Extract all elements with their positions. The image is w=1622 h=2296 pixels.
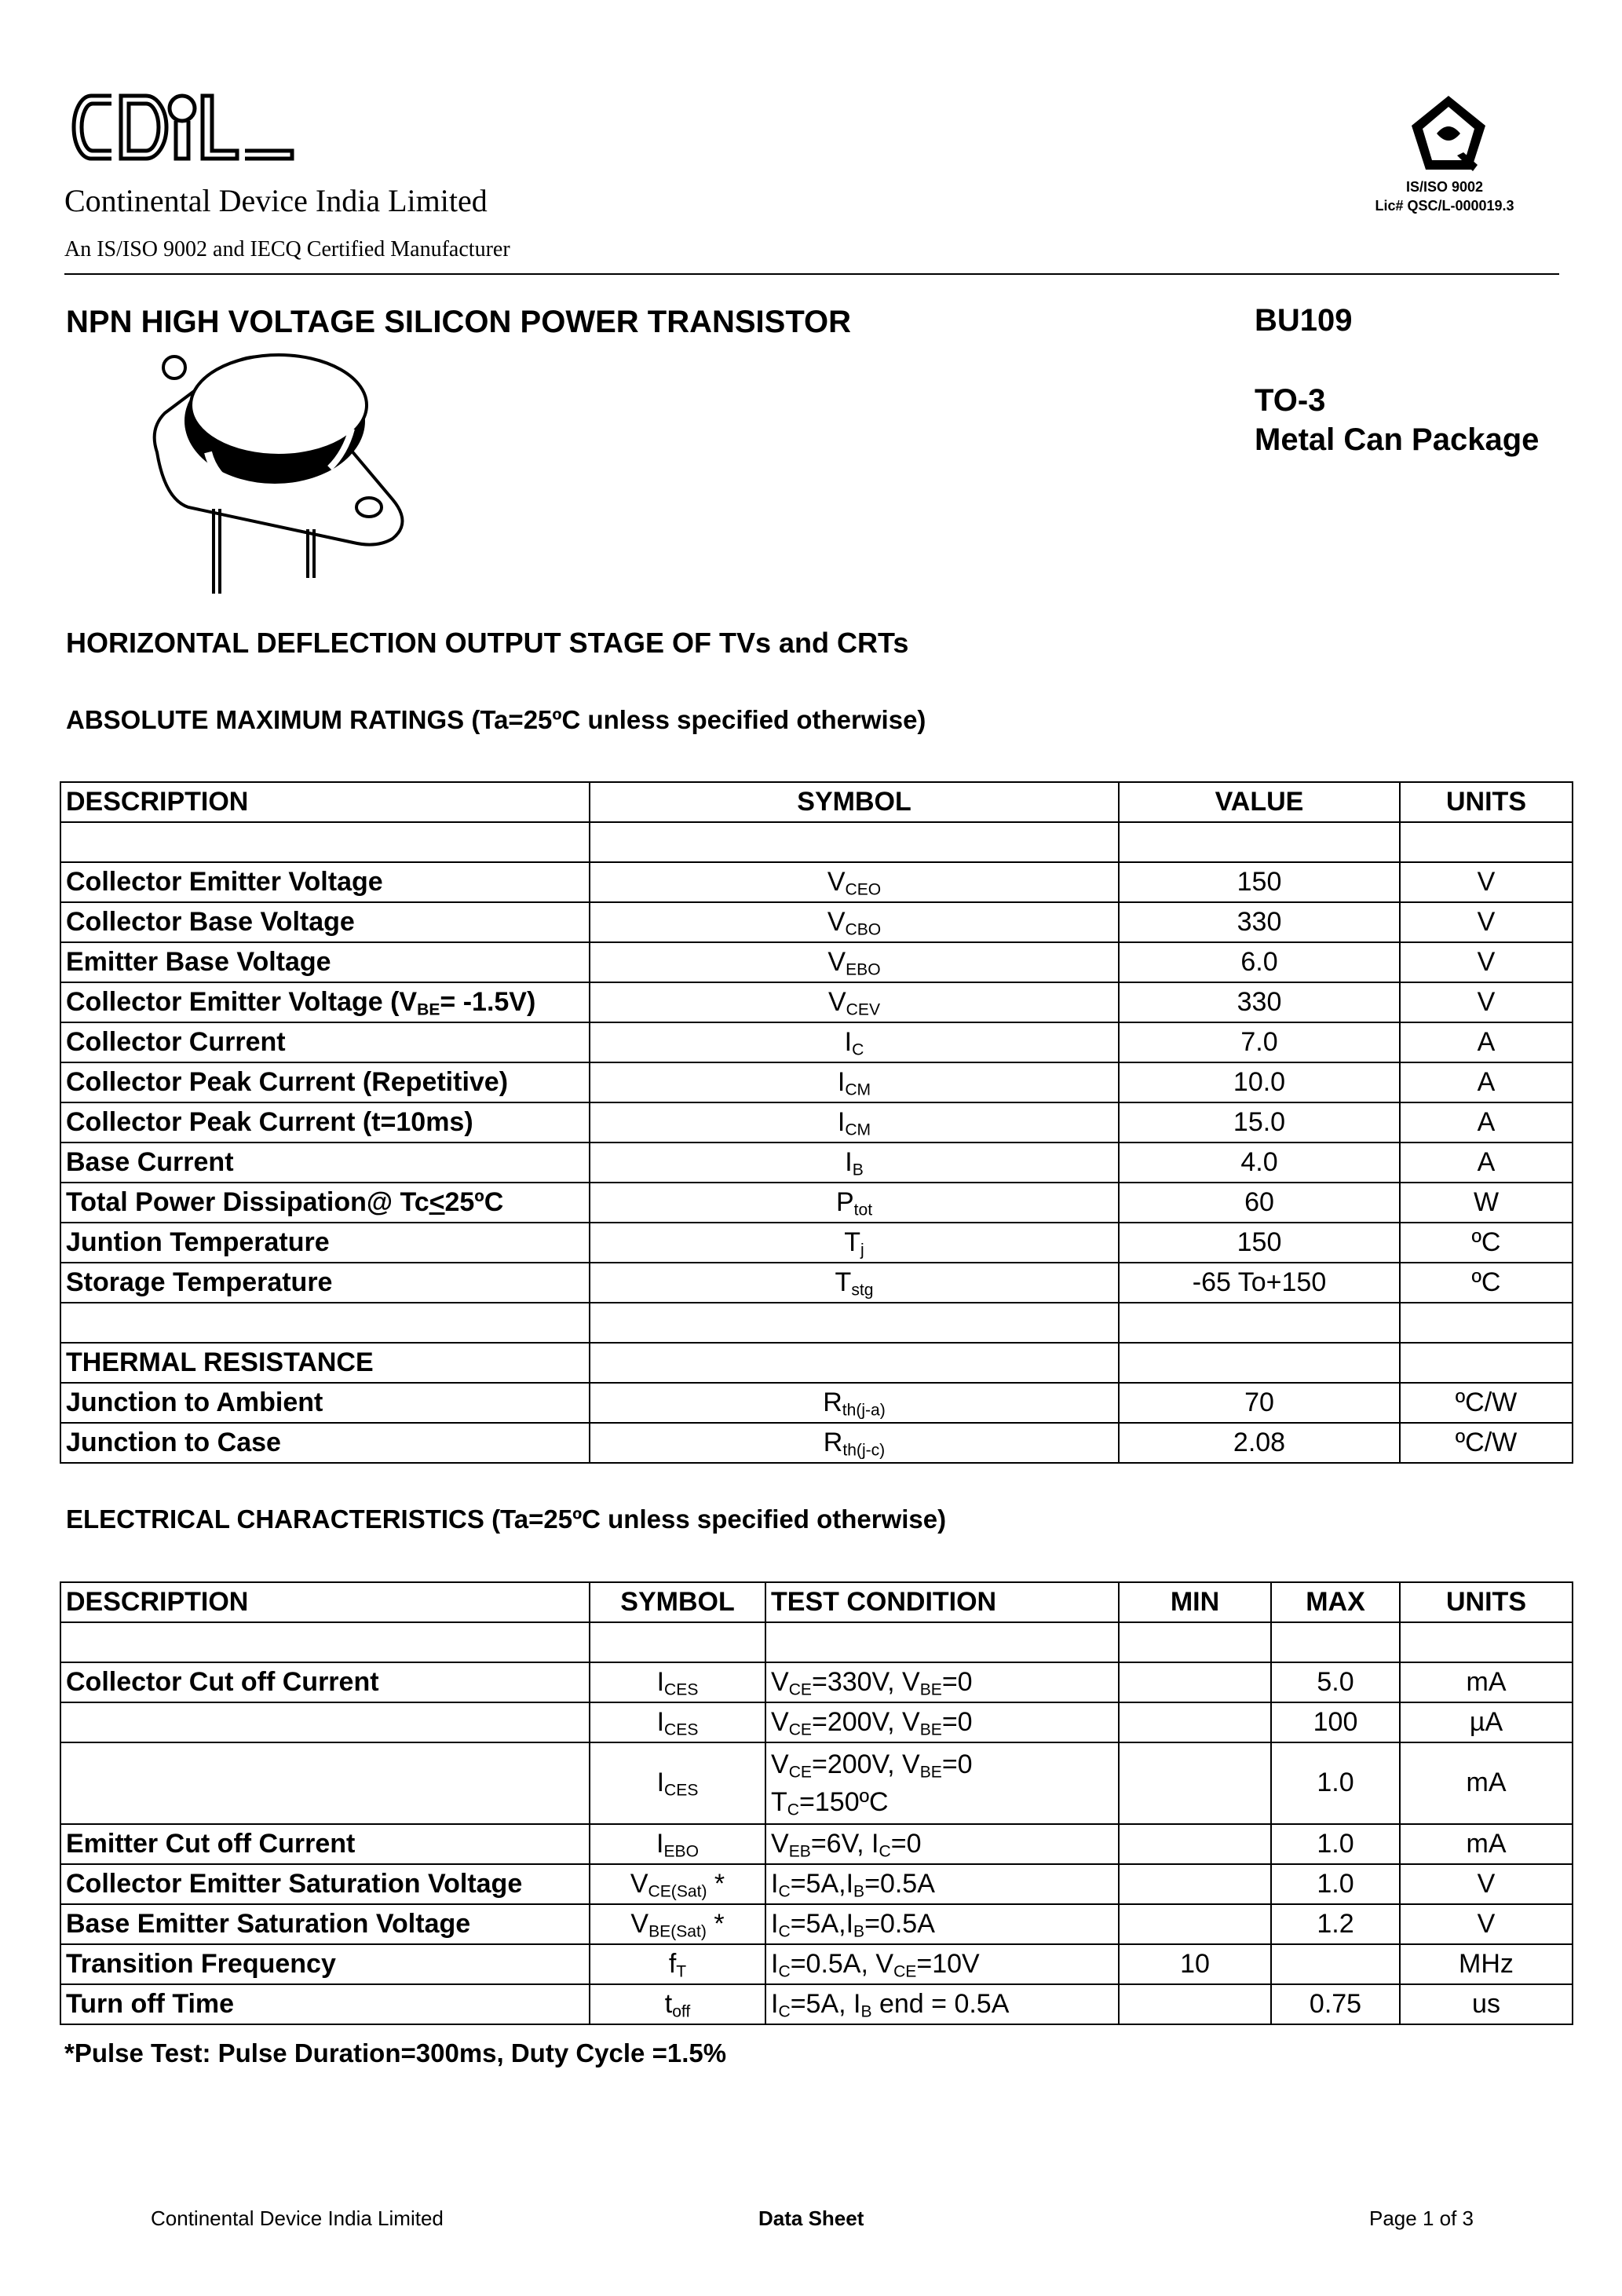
unit-cell: ºC/W bbox=[1400, 1383, 1573, 1423]
description-cell: Junction to Case bbox=[60, 1423, 590, 1463]
table-row bbox=[60, 1183, 1573, 1223]
description-cell: Collector Current bbox=[60, 1022, 590, 1062]
table-row bbox=[60, 1263, 1573, 1303]
table-row bbox=[60, 1984, 1573, 2024]
blank-row bbox=[60, 1303, 1573, 1343]
max-cell: 1.0 bbox=[1271, 1864, 1400, 1904]
unit-cell: mA bbox=[1400, 1742, 1573, 1824]
symbol-cell: $f_T$ bbox=[590, 1944, 765, 1984]
max-cell: 0.75 bbox=[1271, 1984, 1400, 2024]
min-cell bbox=[1119, 1864, 1271, 1904]
column-header: MIN bbox=[1119, 1582, 1271, 1622]
electrical-characteristics-table bbox=[60, 1581, 1573, 2025]
value-cell: 150 bbox=[1119, 1223, 1400, 1263]
symbol-cell: $I_{CM}$ bbox=[590, 1102, 1119, 1143]
test-condition-cell: $V_{CE}=330V$, $V_{BE}=0$ bbox=[765, 1662, 1119, 1702]
table-row bbox=[60, 1904, 1573, 1944]
table-row bbox=[60, 1864, 1573, 1904]
column-header: SYMBOL bbox=[590, 1582, 765, 1622]
unit-cell: ºC bbox=[1400, 1223, 1573, 1263]
product-title: NPN HIGH VOLTAGE SILICON POWER TRANSISTOR bbox=[66, 305, 852, 339]
symbol-cell: $I_{CES}$ bbox=[590, 1742, 765, 1824]
unit-cell: V bbox=[1400, 1864, 1573, 1904]
column-header: TEST CONDITION bbox=[765, 1582, 1119, 1622]
part-number: BU109 bbox=[1255, 303, 1353, 338]
symbol-cell: $V_{CE(Sat)}$ * bbox=[590, 1864, 765, 1904]
blank-row bbox=[60, 1622, 1573, 1662]
description-cell: Collector Peak Current (Repetitive) bbox=[60, 1062, 590, 1102]
column-header: DESCRIPTION bbox=[60, 1582, 590, 1622]
symbol-cell: $I_{CES}$ bbox=[590, 1702, 765, 1742]
test-condition-cell: $I_C=5A,I_B=0.5A$ bbox=[765, 1864, 1119, 1904]
application-heading: HORIZONTAL DEFLECTION OUTPUT STAGE OF TVs and CRTs bbox=[66, 627, 909, 659]
symbol-cell: $T_{stg}$ bbox=[590, 1263, 1119, 1303]
certification-tagline: An IS/ISO 9002 and IECQ Certified Manufacturer bbox=[64, 237, 510, 261]
max-cell: 100 bbox=[1271, 1702, 1400, 1742]
description-cell: Base Emitter Saturation Voltage bbox=[60, 1904, 590, 1944]
unit-cell: mA bbox=[1400, 1824, 1573, 1864]
blank-row bbox=[60, 822, 1573, 862]
table-row bbox=[60, 942, 1573, 982]
symbol-cell: $I_C$ bbox=[590, 1022, 1119, 1062]
table-row bbox=[60, 1662, 1573, 1702]
unit-cell: ºC bbox=[1400, 1263, 1573, 1303]
symbol-cell: $V_{BE(Sat)}$ * bbox=[590, 1904, 765, 1944]
symbol-cell: $I_{CM}$ bbox=[590, 1062, 1119, 1102]
description-cell: Collector Emitter Voltage $(V_{BE}= -1.5V)$ bbox=[60, 982, 590, 1022]
unit-cell: us bbox=[1400, 1984, 1573, 2024]
min-cell bbox=[1119, 1662, 1271, 1702]
value-cell: 330 bbox=[1119, 902, 1400, 942]
unit-cell: V bbox=[1400, 862, 1573, 902]
description-cell: Emitter Cut off Current bbox=[60, 1824, 590, 1864]
description-cell bbox=[60, 1742, 590, 1824]
unit-cell: mA bbox=[1400, 1662, 1573, 1702]
table-row bbox=[60, 982, 1573, 1022]
min-cell: 10 bbox=[1119, 1944, 1271, 1984]
description-cell: Collector Base Voltage bbox=[60, 902, 590, 942]
unit-cell: V bbox=[1400, 1904, 1573, 1944]
unit-cell: V bbox=[1400, 902, 1573, 942]
isi-certification-mark-icon bbox=[1405, 93, 1492, 176]
description-cell: Collector Emitter Voltage bbox=[60, 862, 590, 902]
unit-cell: ºC/W bbox=[1400, 1423, 1573, 1463]
symbol-cell: $V_{CEV}$ bbox=[590, 982, 1119, 1022]
min-cell bbox=[1119, 1904, 1271, 1944]
certification-license bbox=[1335, 177, 1554, 215]
footer-document-type: Data Sheet bbox=[758, 2206, 864, 2230]
table-header-row bbox=[60, 782, 1573, 822]
description-cell: Transition Frequency bbox=[60, 1944, 590, 1984]
description-cell: Total Power Dissipation@ Tc<25ºC bbox=[60, 1183, 590, 1223]
symbol-cell: $I_{CES}$ bbox=[590, 1662, 765, 1702]
test-condition-cell: $V_{CE}=200V$, $V_{BE}=0$ bbox=[765, 1702, 1119, 1742]
max-cell bbox=[1271, 1944, 1400, 1984]
unit-cell: A bbox=[1400, 1143, 1573, 1183]
value-cell: 60 bbox=[1119, 1183, 1400, 1223]
table-row bbox=[60, 1102, 1573, 1143]
description-cell bbox=[60, 1702, 590, 1742]
column-header: UNITS bbox=[1400, 782, 1573, 822]
value-cell: 15.0 bbox=[1119, 1102, 1400, 1143]
pulse-test-note: *Pulse Test: Pulse Duration=300ms, Duty Cycle =1.5% bbox=[64, 2038, 727, 2067]
header-divider bbox=[64, 273, 1559, 275]
column-header: SYMBOL bbox=[590, 782, 1119, 822]
table-row bbox=[60, 1423, 1573, 1463]
value-cell: 6.0 bbox=[1119, 942, 1400, 982]
description-cell: Base Current bbox=[60, 1143, 590, 1183]
test-condition-cell: $V_{CE}=200V$, $V_{BE}=0$ $T_C=150ºC$ bbox=[765, 1742, 1119, 1824]
electrical-heading: ELECTRICAL CHARACTERISTICS (Ta=25ºC unless specified otherwise) bbox=[66, 1504, 947, 1534]
description-cell: Junction to Ambient bbox=[60, 1383, 590, 1423]
test-condition-cell: $I_C=0.5A$, $V_{CE}=10V$ bbox=[765, 1944, 1119, 1984]
value-cell: 7.0 bbox=[1119, 1022, 1400, 1062]
min-cell bbox=[1119, 1984, 1271, 2024]
ratings-heading: ABSOLUTE MAXIMUM RATINGS (Ta=25ºC unless specified otherwise) bbox=[66, 705, 926, 734]
description-cell: Storage Temperature bbox=[60, 1263, 590, 1303]
table-row bbox=[60, 902, 1573, 942]
package-type: TO-3 bbox=[1255, 383, 1326, 418]
max-cell: 1.0 bbox=[1271, 1742, 1400, 1824]
unit-cell: V bbox=[1400, 982, 1573, 1022]
company-name: Continental Device India Limited bbox=[64, 183, 488, 218]
table-row bbox=[60, 1944, 1573, 1984]
max-cell: 1.0 bbox=[1271, 1824, 1400, 1864]
description-cell: Collector Emitter Saturation Voltage bbox=[60, 1864, 590, 1904]
value-cell: 150 bbox=[1119, 862, 1400, 902]
table-header-row bbox=[60, 1582, 1573, 1622]
cdil-logo bbox=[64, 85, 300, 168]
symbol-cell: $I_B$ bbox=[590, 1143, 1119, 1183]
unit-cell: A bbox=[1400, 1022, 1573, 1062]
symbol-cell: $P_{tot}$ bbox=[590, 1183, 1119, 1223]
page-number: Page 1 of 3 bbox=[1369, 2206, 1474, 2230]
symbol-cell: $t_{off}$ bbox=[590, 1984, 765, 2024]
test-condition-cell: $I_C=5A,I_B=0.5A$ bbox=[765, 1904, 1119, 1944]
footer-company: Continental Device India Limited bbox=[151, 2206, 444, 2230]
table-row bbox=[60, 1702, 1573, 1742]
table-row bbox=[60, 1223, 1573, 1263]
unit-cell: A bbox=[1400, 1062, 1573, 1102]
license-number: Lic# QSC/L-000019.3 bbox=[1375, 198, 1514, 214]
symbol-cell: $V_{EBO}$ bbox=[590, 942, 1119, 982]
column-header: MAX bbox=[1271, 1582, 1400, 1622]
unit-cell: µA bbox=[1400, 1702, 1573, 1742]
description-cell: Collector Peak Current (t=10ms) bbox=[60, 1102, 590, 1143]
symbol-cell: $T_j$ bbox=[590, 1223, 1119, 1263]
value-cell: 10.0 bbox=[1119, 1062, 1400, 1102]
max-cell: 5.0 bbox=[1271, 1662, 1400, 1702]
unit-cell: V bbox=[1400, 942, 1573, 982]
test-condition-cell: $V_{EB}=6V$, $I_C=0$ bbox=[765, 1824, 1119, 1864]
value-cell: 70 bbox=[1119, 1383, 1400, 1423]
column-header: VALUE bbox=[1119, 782, 1400, 822]
to3-transistor-illustration bbox=[141, 342, 416, 601]
value-cell: 330 bbox=[1119, 982, 1400, 1022]
test-condition-cell: $I_C=5A$, $I_B$ end = 0.5A bbox=[765, 1984, 1119, 2024]
table-row bbox=[60, 1143, 1573, 1183]
description-cell: Juntion Temperature bbox=[60, 1223, 590, 1263]
column-header: DESCRIPTION bbox=[60, 782, 590, 822]
certification-standard: IS/ISO 9002 bbox=[1405, 179, 1484, 195]
absolute-maximum-ratings-table bbox=[60, 781, 1573, 1464]
min-cell bbox=[1119, 1742, 1271, 1824]
symbol-cell: $R_{th(j-a)}$ bbox=[590, 1383, 1119, 1423]
table-row bbox=[60, 1022, 1573, 1062]
symbol-cell: $V_{CEO}$ bbox=[590, 862, 1119, 902]
symbol-cell: $R_{th(j-c)}$ bbox=[590, 1423, 1119, 1463]
value-cell: -65 To+150 bbox=[1119, 1263, 1400, 1303]
description-cell: Turn off Time bbox=[60, 1984, 590, 2024]
unit-cell: A bbox=[1400, 1102, 1573, 1143]
max-cell: 1.2 bbox=[1271, 1904, 1400, 1944]
thermal-resistance-heading: THERMAL RESISTANCE bbox=[60, 1343, 590, 1383]
table-row bbox=[60, 862, 1573, 902]
table-row bbox=[60, 1824, 1573, 1864]
min-cell bbox=[1119, 1702, 1271, 1742]
description-cell: Emitter Base Voltage bbox=[60, 942, 590, 982]
value-cell: 4.0 bbox=[1119, 1143, 1400, 1183]
table-row bbox=[60, 1062, 1573, 1102]
unit-cell: MHz bbox=[1400, 1944, 1573, 1984]
table-row bbox=[60, 1742, 1573, 1824]
column-header: UNITS bbox=[1400, 1582, 1573, 1622]
table-row bbox=[60, 1383, 1573, 1423]
value-cell: 2.08 bbox=[1119, 1423, 1400, 1463]
description-cell: Collector Cut off Current bbox=[60, 1662, 590, 1702]
min-cell bbox=[1119, 1824, 1271, 1864]
symbol-cell: $V_{CBO}$ bbox=[590, 902, 1119, 942]
section-row bbox=[60, 1343, 1573, 1383]
unit-cell: W bbox=[1400, 1183, 1573, 1223]
package-description: Metal Can Package bbox=[1255, 422, 1540, 457]
symbol-cell: $I_{EBO}$ bbox=[590, 1824, 765, 1864]
